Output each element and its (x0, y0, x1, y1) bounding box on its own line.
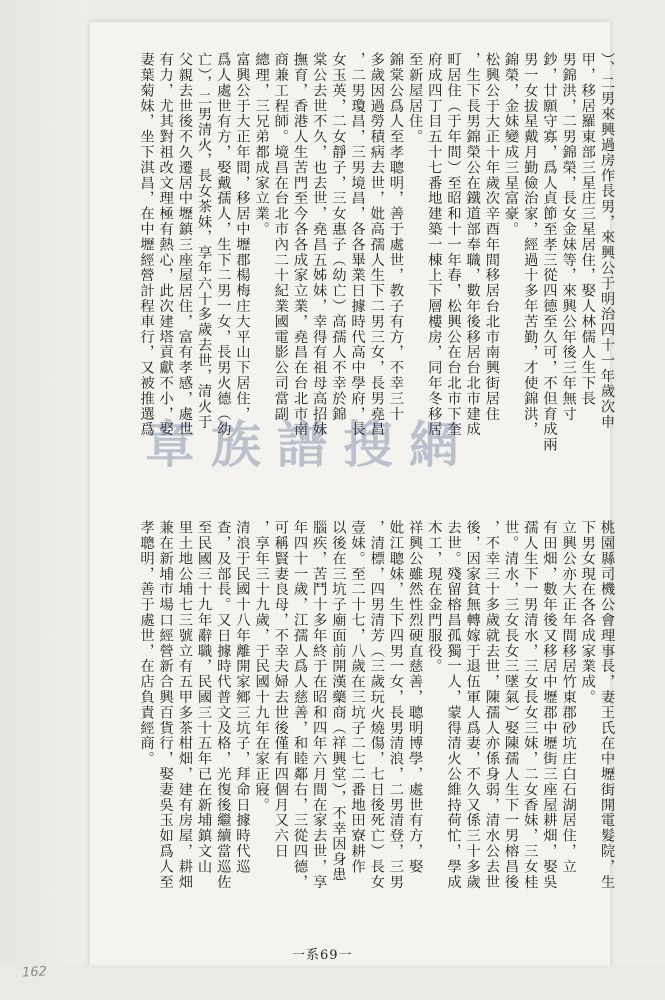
text-column: 爲人處世有方，娶戴孺人，生下二男一女，長男火德（幼 (215, 52, 232, 437)
text-column: ，二男瓊昌，三男境昌，各各畢業日據時代高中學府，長 (349, 52, 366, 437)
scan-left-margin (0, 0, 90, 1000)
text-column: 甲，移居羅東部三星庄三星居住，娶人林儒人生下長 (579, 52, 596, 407)
watermark: 章族譜搜網 (145, 415, 475, 474)
text-column: ，享年三十九歲，于民國十九年在家正寢。 (253, 520, 270, 813)
text-column: 祥興公雖然性烈硬直慈善，聰明博學，處世有方，娶 (407, 520, 424, 875)
text-column: 至民國三十九年辭職，民國三十五年已在新埔鎮文山 (196, 520, 213, 875)
text-column: 府成四丁目五十七番地建築一棟上下層樓房，同年冬移居 (426, 52, 443, 437)
text-column: 查，及部長。又日據時代普文及格，光復後繼續當巡佐 (215, 520, 232, 890)
pencil-note: 162 (21, 964, 48, 981)
text-column: 至新屋居住。 (407, 52, 424, 145)
text-column: 撫育，香港人生苦門至今各各成家立業，堯昌在台北市南 (292, 52, 308, 437)
text-column: 桃園縣司機公會理事長，妻王氏在中壢街開電髮院，生 (599, 520, 615, 890)
page-number: 一系69一 (292, 948, 353, 963)
text-column: 有田畑，數年後又移居中壢郡中壢街三座屋耕畑，娶吳 (541, 520, 558, 890)
text-column: 清浪于民國十八年離開家鄉三坑子，拜命日據時代巡 (234, 520, 251, 875)
text-column: 以後在三坑子廟面前開漢藥商（祥興堂），不幸因身患 (330, 520, 347, 883)
text-column: 男一女拔星戴月勤儉治家，經過十多年苦勤，才使錦洪， (522, 52, 539, 437)
scan-bottom-margin (0, 965, 665, 1000)
text-column: 女玉英，二女靜子，三女惠子（幼亡）高孺人不幸於錦 (330, 52, 347, 422)
text-column: ，清標，四男清芳（三歲玩火燒傷，七日後死亡）長女 (368, 520, 385, 890)
text-column: 妣江聰妹，生下四男一女，長男清浪，二男清登，三男 (387, 520, 404, 890)
text-column: 富興公于大正年間，移居中壢郡楊梅庄大平山下居住， (234, 52, 251, 422)
text-column: 腦疾，苦鬥十多年終于在昭和四年六月間在家去世，享 (311, 520, 328, 890)
text-column: 孝聰明，善于處世，在店負責經商。 (138, 520, 155, 767)
lower-text-block (138, 520, 615, 952)
text-column: 年四十一歲，江孺人爲人慈善，和睦鄰右，三從四德， (292, 520, 308, 890)
text-column: 町居住（于年間）至昭和十一年春，松興公在台北市下奎 (445, 52, 462, 437)
text-column: 錦棠公爲人至孝聰明，善于處世，教子有方，不幸三十 (387, 52, 404, 422)
text-column: 里土地公埔七三號立有五甲多茶柑畑，建有房屋，耕畑 (176, 520, 193, 890)
text-column: 去世。殘留榕昌孤獨一人，蒙得清火公維持荷忙，學成 (445, 520, 462, 890)
text-column: 可稱賢妻良母，不幸夫婦去世後僅有四個月又六日 (272, 520, 289, 859)
text-column: 鈔，廿願守寡，爲人貞節至孝三從四德至久可，不但育成兩 (541, 52, 558, 453)
text-column: 松興公于大正十年歲次辛酉年間移居台北市南興街居住 (483, 52, 500, 422)
text-column: 世。清水，三女長女三墜氣）娶陳孺人生下一男榕昌後 (503, 520, 520, 890)
text-column: ，不幸三十多歲就去世，陳孺人亦係身弱，清水公去世 (483, 520, 500, 890)
text-column: 多歲因過勞積病去世，妣高孺人生下二男三女，長男堯昌 (368, 52, 385, 437)
text-column: 兼在新埔市場口經營新合興百貨行，娶妻吳玉如爲人至 (157, 520, 174, 890)
text-column: 後，因家貧無轉嫁于退伍軍人爲妻，不久又係三十多歲 (464, 520, 481, 890)
text-column: 商兼工程師。境昌在台北市內二十紀業國電影公司當副 (272, 52, 289, 422)
text-column: 父親去世後不久遷居中壢鎮三座屋居住，富有孝感，處世 (176, 52, 193, 437)
text-column: 下男女現在各各成家業成。 (579, 520, 596, 705)
text-column: ，生下長男錦榮公在鐵道部奉職，數年後移居台北市建成 (464, 52, 481, 437)
text-column: 有力，尤其對祖改文理極有熱心，此次建塔貢獻不小，娶 (157, 52, 174, 437)
text-column: 木工，現在金門服役。 (426, 520, 443, 674)
text-column: 錦榮，金妹變成三星富豪。 (503, 52, 520, 237)
text-column: 男錦洪，二男錦榮，長女金妹等，來興公年後三年無寸 (560, 52, 577, 422)
text-column: 孺人生下一男清水，三女長女三妹，二女香妹，三女桂 (522, 520, 539, 890)
text-column: 棠公去世不久，也去世，堯昌五姊妹，幸得有祖母高招妹 (311, 52, 328, 437)
text-column: 立興公亦大正年間移居竹東郡砂坑庄白石湖居住，立 (560, 520, 577, 875)
text-column: ）、二男來興過房作長男，來興公于明治四十一年歲次申 (599, 52, 615, 430)
text-column: 總理，三兄弟都成家立業。 (253, 52, 270, 237)
text-column: 妻葉菊妹，坐下淇昌，在中壢經營計程車行，又被推選爲 (138, 52, 155, 437)
text-column: 壹妹。至二十七，八歲在三坑子二七二番地田寮耕作 (349, 520, 366, 875)
text-column: 亡），二男清火，長女茶妹，享年六十多歲去世，清火于 (196, 52, 213, 430)
